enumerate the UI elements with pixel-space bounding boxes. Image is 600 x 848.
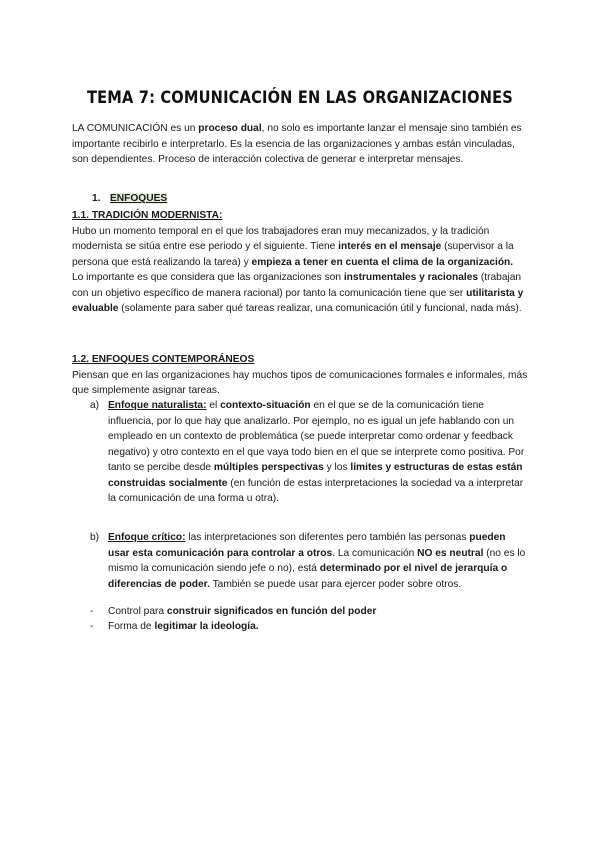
- bold-text: límites y estructuras de estas están construidas socialmente: [108, 462, 523, 489]
- contemporaneos-paragraph: Piensan que en las organizaciones hay muchos tipos de comunicaciones formales e informales, más que simplemente asignar tareas.: [72, 369, 528, 396]
- list-marker-a: a): [90, 400, 100, 411]
- section-1-1: [72, 208, 532, 317]
- bold-text: interés en el mensaje: [338, 241, 442, 252]
- dash-item-ideologia: [108, 619, 528, 635]
- intro-paragraph: [72, 121, 532, 168]
- intro-bold-dual: proceso dual: [198, 123, 262, 134]
- text: (trabajan con un objetivo específico de manera racional) por tanto la comunicación tiene que ser: [72, 272, 522, 299]
- bold-text: determinado por el nivel de jerarquía o diferencias de poder.: [108, 563, 508, 590]
- list-item-naturalista: [108, 398, 528, 507]
- subsection-heading-modernista: 1.1. TRADICIÓN MODERNISTA:: [72, 210, 223, 221]
- dash-marker: -: [90, 621, 94, 632]
- text: (solamente para saber qué tareas realizar, una comunicación útil y funcional, nada más).: [118, 303, 522, 314]
- page-title: TEMA 7: COMUNICACIÓN EN LAS ORGANIZACIONES: [87, 88, 513, 108]
- text: (no es lo mismo la comunicación siendo jefe o no), está: [108, 547, 526, 574]
- text: Lo importante es que considera que las organizaciones son: [72, 272, 344, 283]
- bold-text: NO es neutral: [417, 547, 484, 559]
- dash-item-control: [108, 604, 528, 620]
- section-number: 1.: [92, 193, 101, 204]
- text: las interpretaciones son diferentes pero también las personas: [185, 532, 470, 543]
- bold-text: contexto-situación: [220, 400, 311, 411]
- intro-text: LA COMUNICACIÓN es un: [72, 123, 199, 134]
- text: y los: [323, 462, 351, 473]
- text: Forma de: [108, 621, 155, 632]
- bold-text: utilitarista y evaluable: [72, 287, 524, 314]
- modernista-paragraph-2: [72, 270, 532, 317]
- bold-text: pueden usar esta comunicación para controlar a otros: [108, 532, 506, 559]
- list-marker-b: b): [90, 532, 100, 543]
- text: También se puede usar para ejercer poder sobre otros.: [209, 578, 462, 590]
- bold-text: instrumentales y racionales: [343, 272, 479, 283]
- bold-text: legitimar la ideología.: [154, 621, 259, 632]
- section-label: ENFOQUES: [110, 193, 168, 204]
- text: en el que se de la comunicación tiene influencia, por lo que hay que analizarlo. Por ejemplo, no es igual un jefe hablando con un empleado en un contexto de problemática (se puede interpretar como ordenar y feedback negativo) y otro contexto en el que vaya todo bien en el que se interprete como positiva. Por tanto se percibe desde: [108, 400, 525, 473]
- item-label: Enfoque crítico:: [108, 532, 186, 543]
- subsection-heading-contemporaneos: 1.2. ENFOQUES CONTEMPORÁNEOS: [72, 354, 255, 365]
- modernista-paragraph-1: [72, 224, 532, 271]
- text: Hubo un momento temporal en el que los trabajadores eran muy mecanizados, y la tradición modernista se sitúa entre ese periodo y el siguiente. Tiene: [72, 225, 490, 252]
- item-label: Enfoque naturalista:: [108, 400, 207, 411]
- list-item-critico: [108, 530, 528, 592]
- section-1-2: [72, 352, 532, 399]
- text: . La comunicación: [332, 547, 418, 559]
- text: Control para: [108, 606, 167, 617]
- text: el: [206, 400, 221, 411]
- text: (supervisor a la persona que está realizando la tarea) y: [72, 241, 514, 268]
- section-heading-enfoques: [92, 193, 167, 204]
- dash-marker: -: [90, 606, 94, 617]
- bold-text: múltiples perspectivas: [213, 462, 324, 473]
- bold-text: empieza a tener en cuenta el clima de la organización.: [251, 256, 514, 268]
- intro-text-rest: , no solo es importante lanzar el mensaje sino también es importante recibirlo e interpretarlo. Es la esencia de las organizaciones y ambas están vinculadas, son dependientes. Proceso de interacción colectiva de generar e interpretar mensajes.: [72, 123, 522, 165]
- text: (en función de estas interpretaciones la sociedad va a interpretar la comunicación de una forma u otra).: [108, 477, 524, 504]
- bold-text: construir significados en función del poder: [166, 606, 377, 617]
